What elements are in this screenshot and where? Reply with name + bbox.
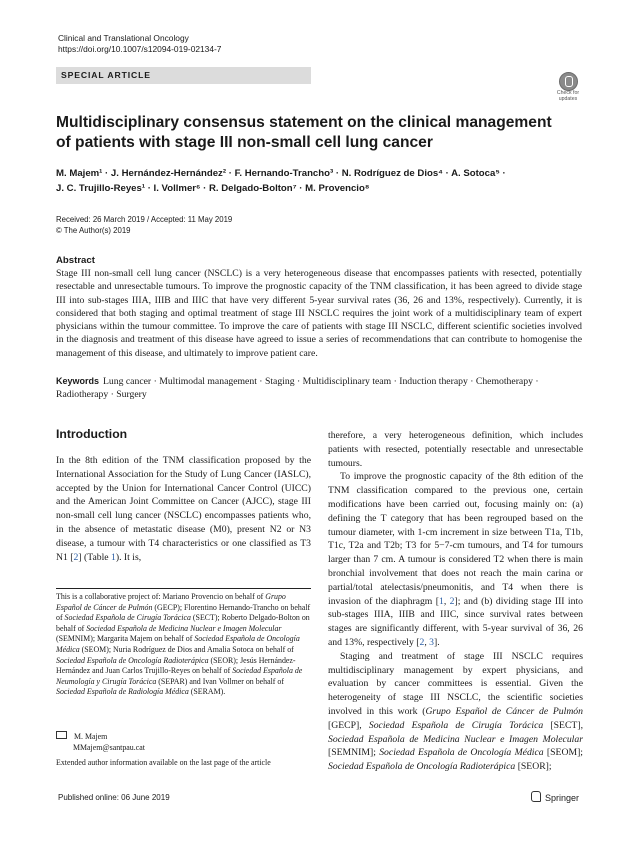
authors-line-1-text: M. Majem¹ · J. Hernández-Hernández² · F. Hernando-Trancho³ · N. Rodríguez de Dios⁴ · A. Sotoca⁵ · — [56, 168, 506, 179]
authors-line-2: J. C. Trujillo-Reyes¹ · I. Vollmer⁶ · R. Delgado-Bolton⁷ · M. Provencio⁸ — [56, 182, 370, 194]
text-run: ] (Table — [78, 551, 112, 563]
society-name: Sociedad Española de Radiología Médica — [56, 687, 189, 697]
text-run: (SEOM); Nuria Rodríguez de Dios and Amalia Sotoca on behalf of — [79, 644, 294, 654]
author-list — [56, 167, 596, 196]
text-run: (SEMNIM); Margarita Majem on behalf of — [56, 634, 195, 644]
check-for-updates-line1: Check for — [556, 90, 580, 96]
society-name: Sociedad Española de Cirugía Torácica — [64, 613, 191, 623]
text-run: [SEOM]; — [543, 747, 583, 759]
introduction-heading: Introduction — [56, 427, 128, 441]
corresponding-author — [56, 731, 311, 754]
check-for-updates-line2: updates — [558, 96, 578, 102]
society-name: Sociedad Española de Oncología Radioterápica — [56, 655, 209, 665]
copyright-notice: © The Author(s) 2019 — [56, 225, 131, 235]
citation-link[interactable]: 3 — [429, 636, 434, 648]
published-date: Published online: 06 June 2019 — [58, 793, 170, 802]
text-run: In the 8th edition of the TNM classification proposed by the International Association for the Study of Lung Cancer (IASLC), accepted by the Union for International Cancer Control (UICC) and the American Joint Committee on Cancer (AJCC), stage III non-small cell lung cancer (NSCLC) encompasses patients who, in the absence of metastatic disease (M0), present N2 or N3 disease, a tumour with T4 characteristics or one classified as T3 N1 [ — [56, 455, 311, 563]
intro-paragraph-1-continued: therefore, a very heterogeneous definition, which includes patients with resected, potentially resectable and unresectable tumours. — [328, 430, 583, 469]
abstract-heading: Abstract — [56, 255, 95, 266]
citation-link[interactable]: 1 — [438, 595, 444, 607]
publisher-name: Springer — [545, 793, 580, 803]
collaboration-footnote — [56, 592, 311, 698]
text-run: (SECT); Roberto Delgado-Bolton on behalf of — [56, 613, 310, 633]
contact-name: M. Majem — [74, 732, 108, 741]
society-name: Sociedad Española de Oncología Médica — [379, 747, 544, 759]
check-for-updates-icon — [559, 72, 578, 91]
citation-link[interactable]: 2 — [419, 636, 425, 648]
society-name: Sociedad Española de Cirugía Torácica — [368, 719, 544, 731]
text-run: (GECP); Florentino Hernando-Trancho on behalf of — [56, 602, 311, 623]
intro-paragraph-3 — [328, 650, 583, 774]
table-link[interactable]: 1 — [111, 551, 116, 563]
intro-paragraph-2 — [328, 470, 583, 649]
text-run: [GECP], — [328, 719, 369, 731]
authors-line-1 — [56, 167, 596, 182]
text-run: [SEMNIM]; — [328, 747, 380, 759]
journal-header — [58, 33, 221, 55]
text-run: ]; and (b) dividing stage III into sub-stages IIIA, IIIB and IIIC, since survival rates between stages are significantly different, with 5-year survival of 36, 26 and 13%, respectively [ — [328, 595, 584, 648]
society-name: Sociedad Española de Medicina Nuclear e Imagen Molecular — [328, 733, 583, 745]
society-name: Grupo Español de Cáncer de Pulmón — [56, 592, 286, 612]
article-type-banner — [56, 67, 311, 84]
contact-email[interactable]: MMajem@santpau.cat — [73, 742, 145, 752]
text-run: , — [424, 636, 430, 648]
publisher-logo — [531, 791, 579, 803]
society-name: Sociedad Española de Neumología y Cirugía Torácica — [56, 666, 303, 686]
intro-paragraph-1 — [56, 454, 311, 564]
envelope-icon — [56, 731, 67, 739]
society-name: Sociedad Española de Oncología Radioterápica — [328, 761, 516, 773]
text-run: , — [443, 595, 450, 607]
society-name: Sociedad Española de Oncología Médica — [56, 634, 300, 654]
citation-link[interactable]: 2 — [73, 551, 79, 563]
keywords-text: Lung cancer · Multimodal management · Staging · Multidisciplinary team · Induction therapy · Chemotherapy · Radiotherapy · Surgery — [56, 376, 539, 401]
text-run: ). It is, — [115, 551, 142, 563]
text-run: To improve the prognostic capacity of the 8th edition of the TNM classification compared to the previous one, certain modifications have been carried out, focusing mainly on: (a) defining the T category that has been regrouped based on the tumour diameter, with 1-cm increment in size between T1a, T1b, T1c, T2a and T2b; T3 for 5−7-cm tumours, and T4 for tumours larger than 7 cm. A tumour is considered T2 when there is main bronchial involvement that does not reach the main carina or partial/total atelectasis/pneumonitis, and T4 when there is invasion of the diaphragm [ — [328, 471, 583, 607]
text-run: (SEOR); Jesús Hernández-Hernández and Juan Carlos Trujillo-Reyes on behalf of — [56, 655, 296, 676]
text-run: (SERAM). — [188, 687, 226, 697]
article-dates — [56, 215, 232, 236]
keywords — [56, 375, 582, 402]
left-column — [56, 454, 311, 564]
society-name: Grupo Español de Cáncer de Pulmón — [425, 705, 583, 717]
text-run: (SEPAR) and Ivan Vollmer on behalf of — [156, 676, 284, 686]
check-for-updates-badge[interactable] — [554, 72, 582, 102]
doi-link[interactable]: https://doi.org/10.1007/s12094-019-02134-7 — [58, 44, 222, 54]
society-name: Sociedad Española de Medicina Nuclear e Imagen Molecular — [86, 623, 282, 633]
right-column — [328, 429, 583, 774]
article-type-label: SPECIAL ARTICLE — [61, 70, 151, 80]
text-run: This is a collaborative project of: Mariano Provencio on behalf of — [56, 592, 266, 601]
footnote-divider — [56, 588, 311, 589]
received-accepted: Received: 26 March 2019 / Accepted: 11 May 2019 — [56, 215, 233, 224]
text-run: [SECT], — [543, 719, 583, 731]
journal-name: Clinical and Translational Oncology — [58, 33, 189, 43]
text-run: [SEOR]; — [515, 761, 552, 773]
springer-horse-icon — [531, 791, 541, 802]
abstract-text: Stage III non-small cell lung cancer (NSCLC) is a very heterogeneous disease that encompasses patients with resected, potentially resectable and unresectable tumours. To improve the prognostic capacity of the TNM classification, it has been agreed to divide stage III into sub-stages IIIA, IIIB and IIIC that have very different 5-year survival rates (36, 26 and 13%, respectively). Currently, it is considered that both staging and optimal treatment of stage III NSCLC requires the joint work of a multidisciplinary team of expert physicians within the tumour committee. To improve the care of patients with stage III NSCLC, different scientific societies involved in the diagnosis and treatment of this disease have agreed to issue a series of recommendations that can contribute to homogenise the management of this disease, and ultimately to improve patient care. — [56, 268, 582, 359]
article-title: Multidisciplinary consensus statement on the clinical management of patients with stage III non-small cell lung cancer — [56, 114, 552, 151]
text-run: ]. — [434, 636, 440, 648]
extended-author-info: Extended author information available on the last page of the article — [56, 758, 271, 767]
citation-link[interactable]: 2 — [449, 595, 455, 607]
keywords-label: Keywords — [56, 376, 100, 386]
text-run: Staging and treatment of stage III NSCLC requires multidisciplinary management by expert physicians, and evaluation by cancer committees is essential. Given the heterogeneity of stage III NSCLC, the scientific societies involved in this work ( — [328, 650, 583, 717]
